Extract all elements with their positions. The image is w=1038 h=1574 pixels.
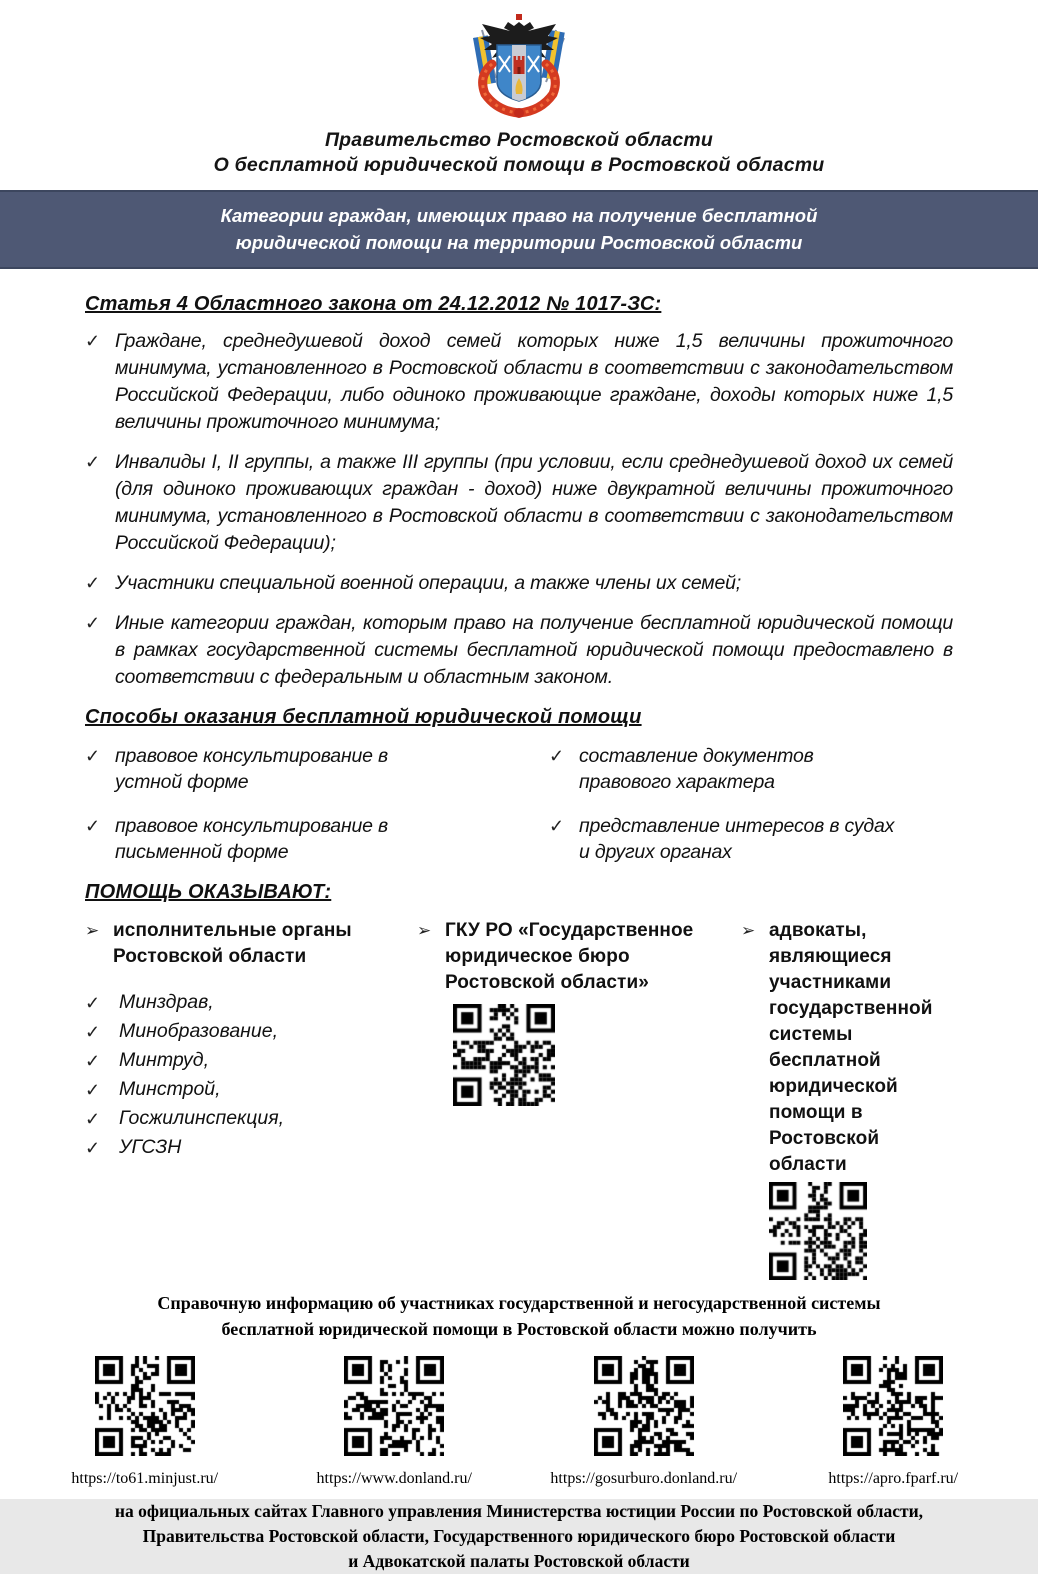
list-item xyxy=(85,1104,403,1133)
check-icon: ✓ xyxy=(85,573,100,593)
info-line-1: Справочную информацию об участниках государственной и негосударственной системы xyxy=(157,1293,881,1313)
footer-line-2: Правительства Ростовской области, Государственного юридического бюро Ростовской области xyxy=(142,1526,896,1546)
check-icon: ✓ xyxy=(85,1051,101,1071)
executive-bodies-list xyxy=(85,988,403,1162)
qr-cell xyxy=(519,1356,769,1489)
category-banner xyxy=(0,190,1038,269)
main-content xyxy=(0,269,1038,1280)
qr-code-gosurburo xyxy=(453,1004,555,1106)
method-item-text: правовое консультирование в устной форме xyxy=(115,745,388,793)
qr-code-donland xyxy=(344,1356,444,1456)
method-item xyxy=(85,813,445,865)
list-item xyxy=(85,1017,403,1046)
qr-url: https://apro.fparf.ru/ xyxy=(828,1470,959,1487)
law-item xyxy=(85,570,953,597)
qr-cell xyxy=(769,1356,1019,1489)
title-line-org: Правительство Ростовской области xyxy=(324,129,714,151)
qr-cell xyxy=(20,1356,270,1489)
list-item-text: Минстрой, xyxy=(119,1078,221,1100)
coat-of-arms-icon xyxy=(452,12,586,124)
footer-text xyxy=(0,1499,1038,1574)
check-icon: ✓ xyxy=(549,816,564,836)
provider-column-advocates xyxy=(741,918,953,1280)
list-item-text: Минтруд, xyxy=(119,1049,209,1071)
check-icon: ✓ xyxy=(85,613,100,633)
providers-grid xyxy=(85,918,953,1280)
qr-url: https://www.donland.ru/ xyxy=(316,1470,472,1487)
list-item-text: УГСЗН xyxy=(119,1136,182,1158)
methods-grid xyxy=(85,743,953,865)
law-heading: Статья 4 Областного закона от 24.12.2012 № 1017-ЗС: xyxy=(85,293,662,315)
providers-heading: ПОМОЩЬ ОКАЗЫВАЮТ: xyxy=(85,881,332,903)
check-icon: ✓ xyxy=(85,1080,101,1100)
footer-line-3: и Адвокатской палаты Ростовской области xyxy=(348,1551,690,1571)
arrow-icon: ➢ xyxy=(417,921,432,940)
check-icon: ✓ xyxy=(85,331,100,351)
method-item-text: составление документов правового характера xyxy=(579,745,814,793)
banner-line-2: юридической помощи на территории Ростовской области xyxy=(235,232,803,253)
method-item-text: представление интересов в судах и других органах xyxy=(579,815,895,863)
list-item-text: Минздрав, xyxy=(119,991,214,1013)
provider-title-text: исполнительные органы Ростовской области xyxy=(113,920,352,967)
qr-url: https://gosurburo.donland.ru/ xyxy=(550,1470,738,1487)
methods-heading: Способы оказания бесплатной юридической помощи xyxy=(85,706,642,728)
provider-title xyxy=(741,918,953,1178)
qr-code-advokaty xyxy=(769,1182,867,1280)
method-item xyxy=(85,743,445,795)
check-icon: ✓ xyxy=(85,816,100,836)
law-item-text: Инвалиды I, II группы, а также III группы (при условии, если среднедушевой доход их семей (для одиноко проживающих граждан - доход) ниже двукратной величины прожиточного минимума, установленного в Ростовской области в соответствии с законодательством Российской Федерации); xyxy=(115,451,953,554)
law-item-text: Иные категории граждан, которым право на получение бесплатной юридической помощи в рамках государственной системы бесплатной юридической помощи предоставлено в соответствии с федеральным и областным законом. xyxy=(115,612,953,688)
check-icon: ✓ xyxy=(549,746,564,766)
title-line-subtitle: О бесплатной юридической помощи в Ростовской области xyxy=(213,154,825,176)
qr-cell xyxy=(270,1356,520,1489)
info-line-2: бесплатной юридической помощи в Ростовской области можно получить xyxy=(221,1319,817,1339)
arrow-icon: ➢ xyxy=(85,921,100,940)
provider-title-text: адвокаты, являющиеся участниками государственной системы бесплатной юридической помощи в Ростовской области xyxy=(769,920,933,1175)
list-item xyxy=(85,1046,403,1075)
info-text xyxy=(0,1290,1038,1342)
arrow-icon: ➢ xyxy=(741,921,756,940)
check-icon: ✓ xyxy=(85,1022,101,1042)
qr-code-fparf xyxy=(843,1356,943,1456)
check-icon: ✓ xyxy=(85,1109,101,1129)
provider-title-text: ГКУ РО «Государственное юридическое бюро Ростовской области» xyxy=(445,920,694,993)
law-item xyxy=(85,610,953,691)
banner-line-1: Категории граждан, имеющих право на получение бесплатной xyxy=(220,205,818,226)
law-item xyxy=(85,449,953,557)
law-item xyxy=(85,328,953,436)
method-item xyxy=(549,743,909,795)
list-item-text: Минобразование, xyxy=(119,1020,279,1042)
check-icon: ✓ xyxy=(85,993,101,1013)
provider-column-bureau xyxy=(417,918,727,1280)
list-item xyxy=(85,988,403,1017)
provider-title xyxy=(85,918,403,970)
qr-code-minjust xyxy=(95,1356,195,1456)
qr-links-row xyxy=(0,1356,1038,1489)
law-item-text: Участники специальной военной операции, а также члены их семей; xyxy=(115,572,741,594)
list-item-text: Госжилинспекция, xyxy=(119,1107,285,1129)
check-icon: ✓ xyxy=(85,746,100,766)
check-icon: ✓ xyxy=(85,452,100,472)
method-item xyxy=(549,813,909,865)
qr-code-gosurburo-site xyxy=(594,1356,694,1456)
provider-column-executive xyxy=(85,918,403,1280)
provider-title xyxy=(417,918,727,996)
page-title xyxy=(0,128,1038,178)
check-icon: ✓ xyxy=(85,1138,101,1158)
footer-line-1: на официальных сайтах Главного управления Министерства юстиции России по Ростовской области, xyxy=(114,1501,924,1521)
header xyxy=(0,0,1038,178)
list-item xyxy=(85,1075,403,1104)
law-item-text: Граждане, среднедушевой доход семей которых ниже 1,5 величины прожиточного минимума, установленного в Ростовской области в соответствии с законодательством Российской Федерации, либо одиноко проживающие граждане, доходы которых ниже 1,5 величины прожиточного минимума; xyxy=(115,330,953,433)
qr-url: https://to61.minjust.ru/ xyxy=(71,1470,219,1487)
list-item xyxy=(85,1133,403,1162)
method-item-text: правовое консультирование в письменной форме xyxy=(115,815,388,863)
